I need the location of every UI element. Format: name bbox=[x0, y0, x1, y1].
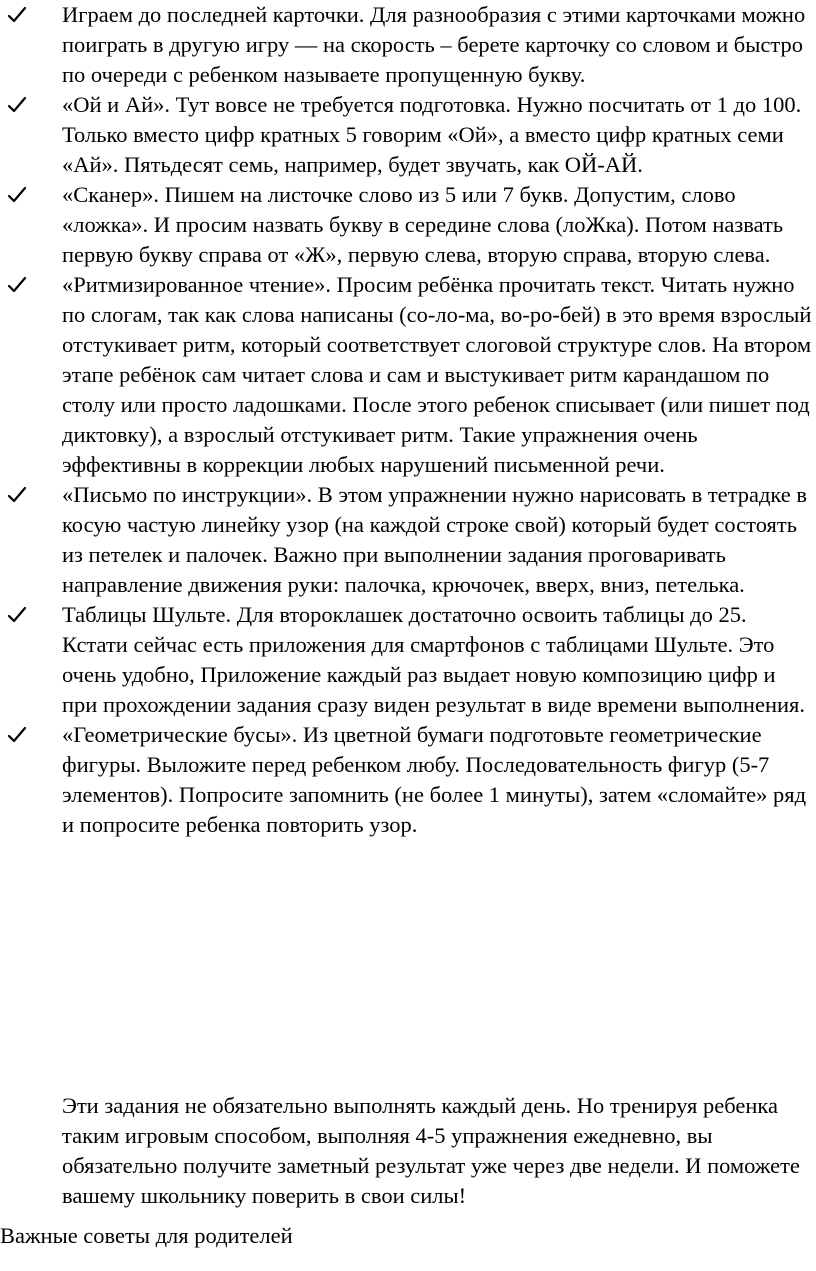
list-item bbox=[0, 180, 816, 270]
checkmark-icon bbox=[7, 600, 31, 630]
list-item bbox=[0, 600, 816, 720]
section-heading: Важные советы для родителей bbox=[0, 1223, 293, 1248]
list-item bbox=[0, 90, 816, 180]
list-item-text: Таблицы Шульте. Для второклашек достаточно освоить таблицы до 25. Кстати сейчас есть приложения для смартфонов с таблицами Шульте. Это очень удобно, Приложение каждый раз выдает новую композицию цифр и при прохождении задания сразу виден результат в виде времени выполнения. bbox=[62, 602, 805, 717]
checkmark-icon bbox=[7, 90, 31, 120]
list-item bbox=[0, 480, 816, 600]
checkmark-icon bbox=[7, 720, 31, 750]
list-item-text: «Ритмизированное чтение». Просим ребёнка прочитать текст. Читать нужно по слогам, так как слова написаны (со-ло-ма, во-ро-бей) в это время взрослый отстукивает ритм, который соответствует слоговой структуре слов. На втором этапе ребёнок сам читает слова и сам и выстукивает ритм карандашом по столу или просто ладошками. После этого ребенок списывает (или пишет под диктовку), а взрослый отстукивает ритм. Такие упражнения очень эффективны в коррекции любых нарушений письменной речи. bbox=[62, 272, 812, 477]
checkmark-icon bbox=[7, 180, 31, 210]
list-item-text: «Письмо по инструкции». В этом упражнении нужно нарисовать в тетрадке в косую частую линейку узор (на каждой строке свой) который будет состоять из петелек и палочек. Важно при выполнении задания проговаривать направление движения руки: палочка, крючочек, вверх, вниз, петелька. bbox=[62, 482, 808, 597]
list-item-text: «Ой и Ай». Тут вовсе не требуется подготовка. Нужно посчитать от 1 до 100. Только вместо цифр кратных 5 говорим «Ой», а вместо цифр кратных семи «Ай». Пятьдесят семь, например, будет звучать, как ОЙ-АЙ. bbox=[62, 92, 802, 177]
list-item-text: «Геометрические бусы». Из цветной бумаги подготовьте геометрические фигуры. Выложите перед ребенком любу. Последовательность фигур (5-7 элементов). Попросите запомнить (не более 1 минуты), затем «сломайте» ряд и попросите ребенка повторить узор. bbox=[62, 722, 807, 837]
list-item bbox=[0, 720, 816, 840]
list-item-text: «Сканер». Пишем на листочке слово из 5 или 7 букв. Допустим, слово «ложка». И просим назвать букву в середине слова (лоЖка). Потом назвать первую букву справа от «Ж», первую слева, вторую справа, вторую слева. bbox=[62, 182, 784, 267]
closing-paragraph: Эти задания не обязательно выполнять каждый день. Но тренируя ребенка таким игровым способом, выполняя 4-5 упражнения ежедневно, вы обязательно получите заметный результат уже через две недели. И поможете вашему школьнику поверить в свои силы! bbox=[62, 1093, 800, 1208]
checkmark-icon bbox=[7, 480, 31, 510]
list-item bbox=[0, 0, 816, 90]
checkmark-icon bbox=[7, 270, 31, 300]
list-item-text: Играем до последней карточки. Для разнообразия с этими карточками можно поиграть в другую игру — на скорость – берете карточку со словом и быстро по очереди с ребенком называете пропущенную букву. bbox=[62, 2, 806, 87]
list-item bbox=[0, 270, 816, 480]
checkmark-icon bbox=[7, 0, 31, 30]
